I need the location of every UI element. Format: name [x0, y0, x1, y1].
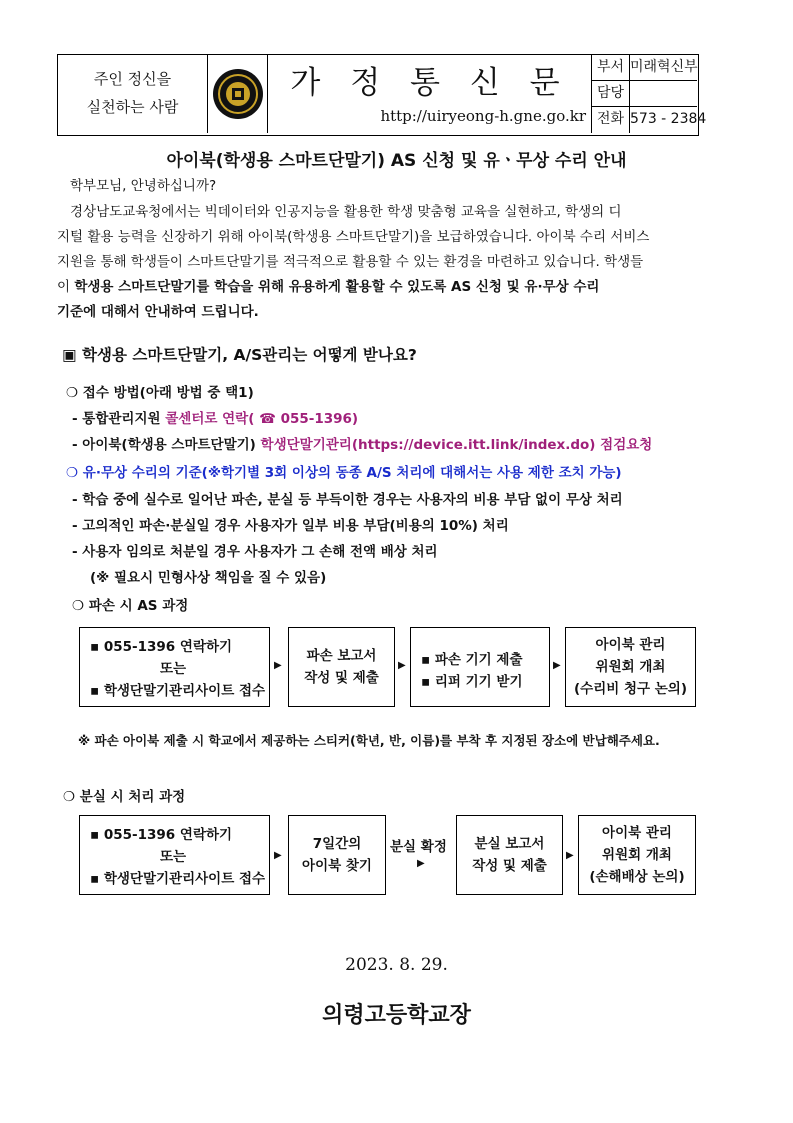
damage-committee-line-1: 아이북 관리 [595, 637, 666, 653]
loss-confirmed-label: 분실 확정 [390, 839, 447, 855]
contact-info [592, 55, 707, 133]
damage-flow-heading: ❍ 파손 시 AS 과정 [72, 598, 189, 614]
info-key: 부서 [592, 55, 630, 81]
reception-item-web [72, 433, 652, 453]
info-key: 담당 [592, 81, 630, 107]
info-value [630, 81, 697, 107]
intro-line-1: 경상남도교육청에서는 빅데이터와 인공지능을 활용한 학생 맞춤형 교육을 실현하고, 학생의 디 [70, 204, 622, 220]
reception-heading: ❍ 접수 방법(아래 방법 중 택1) [66, 385, 254, 401]
school-url[interactable]: http://uiryeong-h.gne.go.kr [380, 107, 586, 125]
loss-committee-line-2: 위원회 개최 [602, 847, 672, 863]
damage-step-or: 또는 [160, 661, 187, 677]
intro-line-5: 기준에 대해서 안내하여 드립니다. [57, 304, 259, 320]
arrow-icon: ▶ [274, 850, 282, 861]
issue-date: 2023. 8. 29. [345, 955, 448, 975]
arrow-icon: ▶ [274, 660, 282, 671]
damage-step-committee [565, 627, 696, 707]
loss-step-call: ▪ 055-1396 연락하기 [90, 827, 233, 843]
criteria-item-4: (※ 필요시 민형사상 책임을 질 수 있음) [90, 570, 327, 586]
info-key: 전화 [592, 107, 630, 133]
criteria-item-3: - 사용자 임의로 처분일 경우 사용자가 그 손해 전액 배상 처리 [72, 544, 438, 560]
signer: 의령고등학교장 [322, 1003, 471, 1028]
info-row-staff [592, 81, 697, 107]
reception-item-call [72, 407, 358, 427]
section-heading: ▣ 학생용 스마트단말기, A/S관리는 어떻게 받나요? [62, 346, 417, 364]
device-management-link[interactable]: 학생단말기관리(https://device.itt.link/index.do) 점검요청 [260, 437, 653, 453]
arrow-icon: ▶ [417, 858, 425, 869]
intro-line-4-pre: 이 [57, 279, 75, 295]
loss-step-report [79, 815, 270, 895]
criteria-heading: ❍ 유·무상 수리의 기준(※학기별 3회 이상의 동종 A/S 처리에 대해서는 사용 제한 조치 가능) [66, 465, 622, 481]
loss-step-or: 또는 [160, 849, 187, 865]
loss-step-site: ▪ 학생단말기관리사이트 접수 [90, 871, 266, 887]
damage-form-line-1: 파손 보고서 [306, 648, 377, 664]
school-emblem-icon [208, 55, 268, 133]
school-motto [58, 55, 208, 133]
loss-step-search [288, 815, 386, 895]
damage-step-form [288, 627, 395, 707]
greeting: 학부모님, 안녕하십니까? [70, 178, 217, 194]
loss-committee-line-3: (손해배상 논의) [589, 869, 685, 885]
criteria-item-2: - 고의적인 파손·분실일 경우 사용자가 일부 비용 부담(비용의 10%) 처리 [72, 518, 509, 534]
damage-committee-line-2: 위원회 개최 [595, 659, 666, 675]
damage-step-site: ▪ 학생단말기관리사이트 접수 [90, 683, 266, 699]
info-value: 573 - 2384 [630, 111, 707, 127]
damage-form-line-2: 작성 및 제출 [304, 670, 379, 686]
damage-device-submit: ▪ 파손 기기 제출 [421, 652, 523, 668]
arrow-icon: ▶ [398, 660, 406, 671]
damage-device-refurb: ▪ 리퍼 기기 받기 [421, 674, 523, 690]
damage-committee-line-3: (수리비 청구 논의) [573, 681, 688, 697]
reception-item-web-pre: - 아이북(학생용 스마트단말기) [72, 437, 261, 453]
loss-step-committee [578, 815, 696, 895]
loss-form-line-2: 작성 및 제출 [472, 858, 547, 874]
loss-committee-line-1: 아이북 관리 [602, 825, 672, 841]
damage-step-device [410, 627, 550, 707]
loss-form-line-1: 분실 보고서 [474, 836, 545, 852]
school-logo [208, 55, 268, 133]
info-value: 미래혁신부 [630, 59, 698, 75]
damage-step-report [79, 627, 270, 707]
title-area [268, 55, 592, 133]
intro-line-2: 지털 활용 능력을 신장하기 위해 아이북(학생용 스마트단말기)을 보급하였습니다. 아이북 수리 서비스 [57, 229, 650, 245]
info-row-phone [592, 107, 707, 133]
damage-step-call: ▪ 055-1396 연락하기 [90, 639, 233, 655]
criteria-item-1: - 학습 중에 실수로 일어난 파손, 분실 등 부득이한 경우는 사용자의 비용 부담 없이 무상 처리 [72, 492, 623, 508]
call-center-contact: 콜센터로 연락( ☎ 055-1396) [165, 411, 359, 427]
motto-line-1: 주인 정신을 [93, 70, 172, 88]
intro-line-3: 지원을 통해 학생들이 스마트단말기를 적극적으로 활용할 수 있는 환경을 마련하고 있습니다. 학생들 [57, 254, 644, 270]
intro-line-4-bold: 학생용 스마트단말기를 학습을 위해 유용하게 활용할 수 있도록 AS 신청 및 유·무상 수리 [74, 279, 600, 295]
loss-search-line-2: 아이북 찾기 [302, 858, 372, 874]
header-table [57, 54, 707, 136]
damage-note: ※ 파손 아이북 제출 시 학교에서 제공하는 스티커(학년, 반, 이름)를 부착 후 지정된 장소에 반납해주세요. [78, 733, 660, 748]
document-title: 아이북(학생용 스마트단말기) AS 신청 및 유ㆍ무상 수리 안내 [166, 151, 627, 171]
loss-flow-heading: ❍ 분실 시 처리 과정 [63, 789, 186, 805]
arrow-icon: ▶ [566, 850, 574, 861]
reception-item-call-pre: - 통합관리지원 [72, 411, 166, 427]
arrow-icon: ▶ [553, 660, 561, 671]
intro-line-4 [57, 275, 599, 295]
page-title: 가 정 통 신 문 [290, 65, 570, 101]
info-row-dept [592, 55, 697, 81]
motto-line-2: 실천하는 사람 [86, 98, 179, 116]
loss-search-line-1: 7일간의 [312, 836, 362, 852]
loss-step-form [456, 815, 563, 895]
